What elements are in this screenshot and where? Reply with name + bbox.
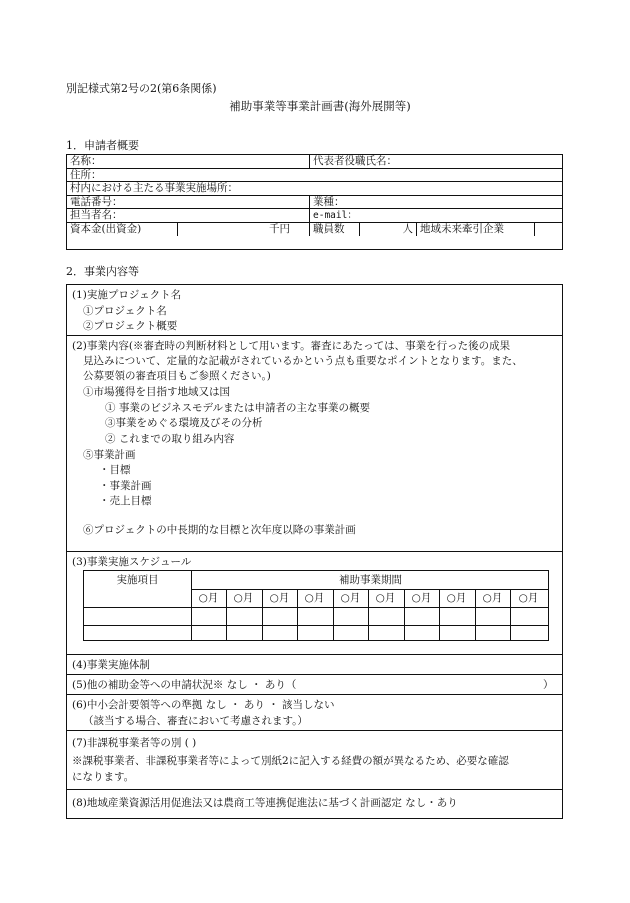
other-subsidies-text: (5)他の補助金等への申請状況※ なし ・ あり（	[72, 679, 297, 691]
content-item-long-term: ⑥プロジェクトの中長期的な目標と次年度以降の事業計画	[83, 524, 356, 536]
block-plan-certification[interactable]	[67, 790, 562, 817]
project-name-heading: (1)実施プロジェクト名	[72, 289, 182, 301]
content-note-line3: 公募要領の審査項目もご参照ください。)	[83, 370, 271, 382]
schedule-col-item: 実施項目	[116, 574, 159, 586]
block-schedule	[67, 552, 562, 655]
capital-unit: 千円	[269, 222, 290, 235]
applicant-overview-table	[66, 154, 563, 250]
project-name-item: ①プロジェクト名	[83, 305, 167, 317]
block-accounting-compliance[interactable]	[67, 695, 562, 731]
content-bullet-sales: ・売上目標	[99, 495, 152, 507]
schedule-month: ○月	[482, 592, 503, 604]
schedule-month: ○月	[233, 592, 254, 604]
tax-status-note-line1: ※課税事業者、非課税事業者等によって別紙2に記入する経費の額が異なるため、必要な確認	[72, 755, 509, 767]
representative-field[interactable]: 代表者役職氏名：	[309, 155, 562, 168]
block-implementation-structure[interactable]	[67, 655, 562, 675]
row-contact	[67, 209, 562, 223]
business-location-field[interactable]: 村内における主たる事業実施場所：	[70, 182, 238, 194]
content-item-past-efforts: ② これまでの取り組み内容	[105, 433, 235, 445]
block-business-content[interactable]	[67, 336, 562, 552]
block-other-subsidies[interactable]	[67, 675, 562, 695]
row-address	[67, 169, 562, 183]
schedule-month: ○月	[340, 592, 361, 604]
schedule-table	[83, 570, 549, 641]
contact-person-field[interactable]: 担当者名：	[70, 209, 123, 221]
other-subsidies-close: ）	[543, 679, 554, 691]
content-bullet-plan: ・事業計画	[99, 480, 152, 492]
capital-input[interactable]	[177, 223, 293, 237]
staff-label: 職員数	[309, 223, 359, 237]
tax-status-note-line2: になります。	[72, 771, 135, 783]
compliance-note: （該当する場合、審査において考慮されます。）	[83, 715, 308, 727]
certification-text: (8)地域産業資源活用促進法又は農商工等連携促進法に基づく計画認定 なし・あり	[72, 797, 458, 809]
block-tax-status[interactable]	[67, 731, 562, 790]
tax-status-text: (7)非課税事業者等の別 ( )	[72, 737, 197, 749]
section1-heading: 1．申請者概要	[66, 139, 139, 152]
form-reference: 別記様式第2号の2(第6条関係)	[66, 82, 217, 95]
content-item-target-region: ①市場獲得を目指す地域又は国	[83, 386, 230, 398]
document-title: 補助事業等事業計画書(海外展開等)	[229, 99, 411, 113]
capital-label: 資本金(出資金)	[70, 222, 142, 235]
schedule-heading: (3)事業実施スケジュール	[72, 556, 192, 568]
schedule-col-period: 補助事業期間	[339, 574, 402, 586]
schedule-month: ○月	[304, 592, 325, 604]
row-phone	[67, 196, 562, 210]
compliance-text: (6)中小会計要領等への準拠 なし ・ あり ・ 該当しない	[72, 699, 335, 711]
schedule-month: ○月	[446, 592, 467, 604]
staff-input[interactable]	[359, 223, 416, 237]
industry-field[interactable]: 業種：	[309, 196, 562, 209]
schedule-month: ○月	[198, 592, 219, 604]
schedule-month: ○月	[375, 592, 396, 604]
content-bullet-target: ・目標	[99, 464, 131, 476]
block-project-name	[67, 285, 562, 336]
email-field[interactable]: e-mail：	[309, 209, 562, 222]
schedule-month: ○月	[518, 592, 539, 604]
content-note-line2: 見込みについて、定量的な記載がされているかという点も重要なポイントとなります。また、	[83, 355, 523, 367]
section2-heading: 2．事業内容等	[66, 265, 139, 278]
staff-unit: 人	[402, 222, 413, 235]
content-item-environment: ③事業をめぐる環境及びその分析	[105, 417, 263, 429]
address-field[interactable]: 住所：	[70, 168, 102, 181]
business-content-frame	[66, 284, 563, 819]
schedule-month: ○月	[269, 592, 290, 604]
content-item-business-model: ① 事業のビジネスモデルまたは申請者の主な事業の概要	[105, 402, 370, 414]
regional-company-input[interactable]	[534, 223, 562, 237]
row-capital	[67, 223, 562, 250]
content-note-line1: (2)事業内容(※審査時の判断材料として用います。審査にあたっては、事業を行った後の成果	[72, 340, 511, 352]
content-item-business-plan: ⑤事業計画	[83, 449, 136, 461]
phone-field[interactable]: 電話番号：	[70, 195, 123, 208]
project-overview-item: ②プロジェクト概要	[83, 320, 178, 332]
regional-company-label: 地域未来牽引企業	[416, 223, 534, 237]
schedule-month: ○月	[411, 592, 432, 604]
row-name	[67, 155, 562, 169]
row-location	[67, 182, 562, 196]
name-field[interactable]: 名称：	[70, 155, 102, 167]
structure-heading: (4)事業実施体制	[72, 659, 150, 671]
